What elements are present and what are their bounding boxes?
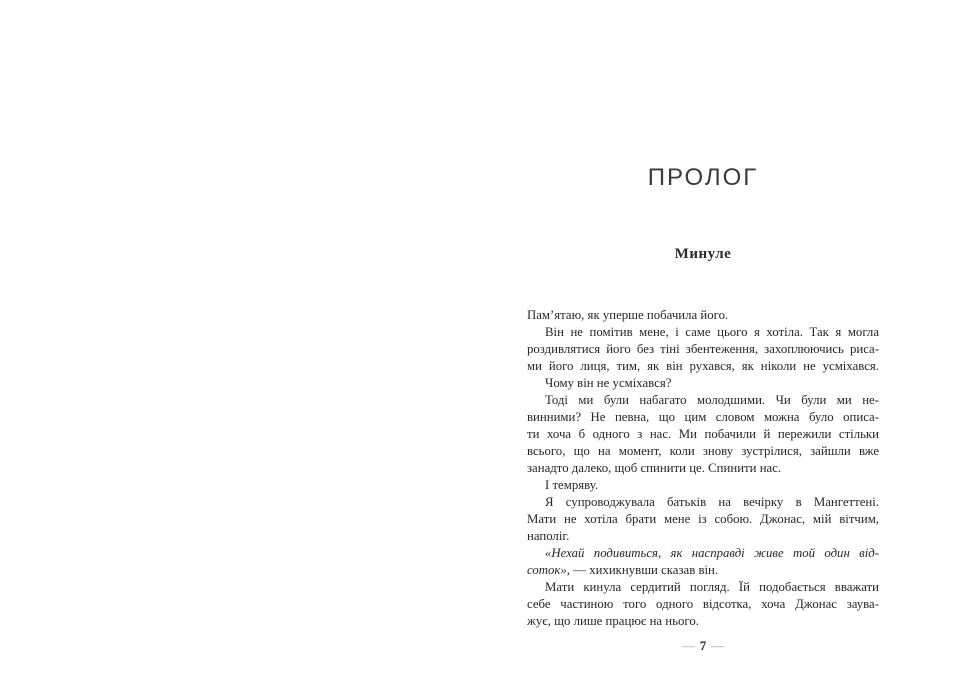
quoted-italic-text: «Нехай подивиться, як насправді живе той один від- <box>545 546 879 560</box>
text-segment: , — хихикнувши сказав він. <box>566 563 719 577</box>
text-line <box>527 392 879 409</box>
text-line <box>527 460 879 477</box>
text-line <box>527 562 879 579</box>
text-segment: ми його лиця, тим, як він рухався, як ніколи не усміхався. <box>527 359 879 373</box>
folio-dash-left: — <box>681 638 695 653</box>
text-line <box>527 409 879 426</box>
text-line <box>527 596 879 613</box>
text-segment: Мати кинула сердитий погляд. Їй подобається вважати <box>545 580 879 594</box>
text-line <box>527 494 879 511</box>
folio-dash-right: — <box>711 638 725 653</box>
text-line <box>527 477 879 494</box>
text-segment: себе частиною того одного відсотка, хоча Джонас заува- <box>527 597 879 611</box>
chapter-title: ПРОЛОГ <box>647 164 759 191</box>
text-line <box>527 307 879 324</box>
text-segment: наполіг. <box>527 529 570 543</box>
text-segment: Він не помітив мене, і саме цього я хотіла. Так я могла <box>545 325 879 339</box>
text-segment: жує, що лише працює на нього. <box>527 614 699 628</box>
text-segment: занадто далеко, щоб спинити це. Спинити нас. <box>527 461 782 475</box>
text-segment: Мати не хотіла брати мене із собою. Джонас, мій вітчим, <box>527 512 879 526</box>
text-line <box>527 324 879 341</box>
text-segment: Чому він не усміхався? <box>545 376 672 390</box>
page-number <box>527 637 879 654</box>
text-segment: Тоді ми були набагато молодшими. Чи були ми не- <box>545 393 879 407</box>
text-segment: всього, що на момент, коли знову зустрілися, зайшли вже <box>527 444 879 458</box>
text-segment: І темряву. <box>545 478 599 492</box>
text-segment: винними? Не певна, що цим словом можна було описа- <box>527 410 879 424</box>
text-segment: Пам’ятаю, як уперше побачила його. <box>527 308 729 322</box>
text-line <box>527 545 879 562</box>
body-text <box>527 307 879 630</box>
folio-number: 7 <box>699 638 707 653</box>
text-segment: ти хоча б одного з нас. Ми побачили й пережили стільки <box>527 427 879 441</box>
text-line <box>527 579 879 596</box>
text-segment: Я супроводжувала батьків на вечірку в Мангеттені. <box>545 495 879 509</box>
text-segment: роздивлятися його без тіні збентеження, захоплюючись риса- <box>527 342 879 356</box>
section-subtitle: Минуле <box>674 246 732 262</box>
text-line <box>527 511 879 528</box>
text-line <box>527 443 879 460</box>
text-line <box>527 613 879 630</box>
text-line <box>527 528 879 545</box>
text-line <box>527 358 879 375</box>
text-line <box>527 341 879 358</box>
quoted-italic-text: соток» <box>527 563 567 577</box>
text-line <box>527 426 879 443</box>
text-line <box>527 375 879 392</box>
